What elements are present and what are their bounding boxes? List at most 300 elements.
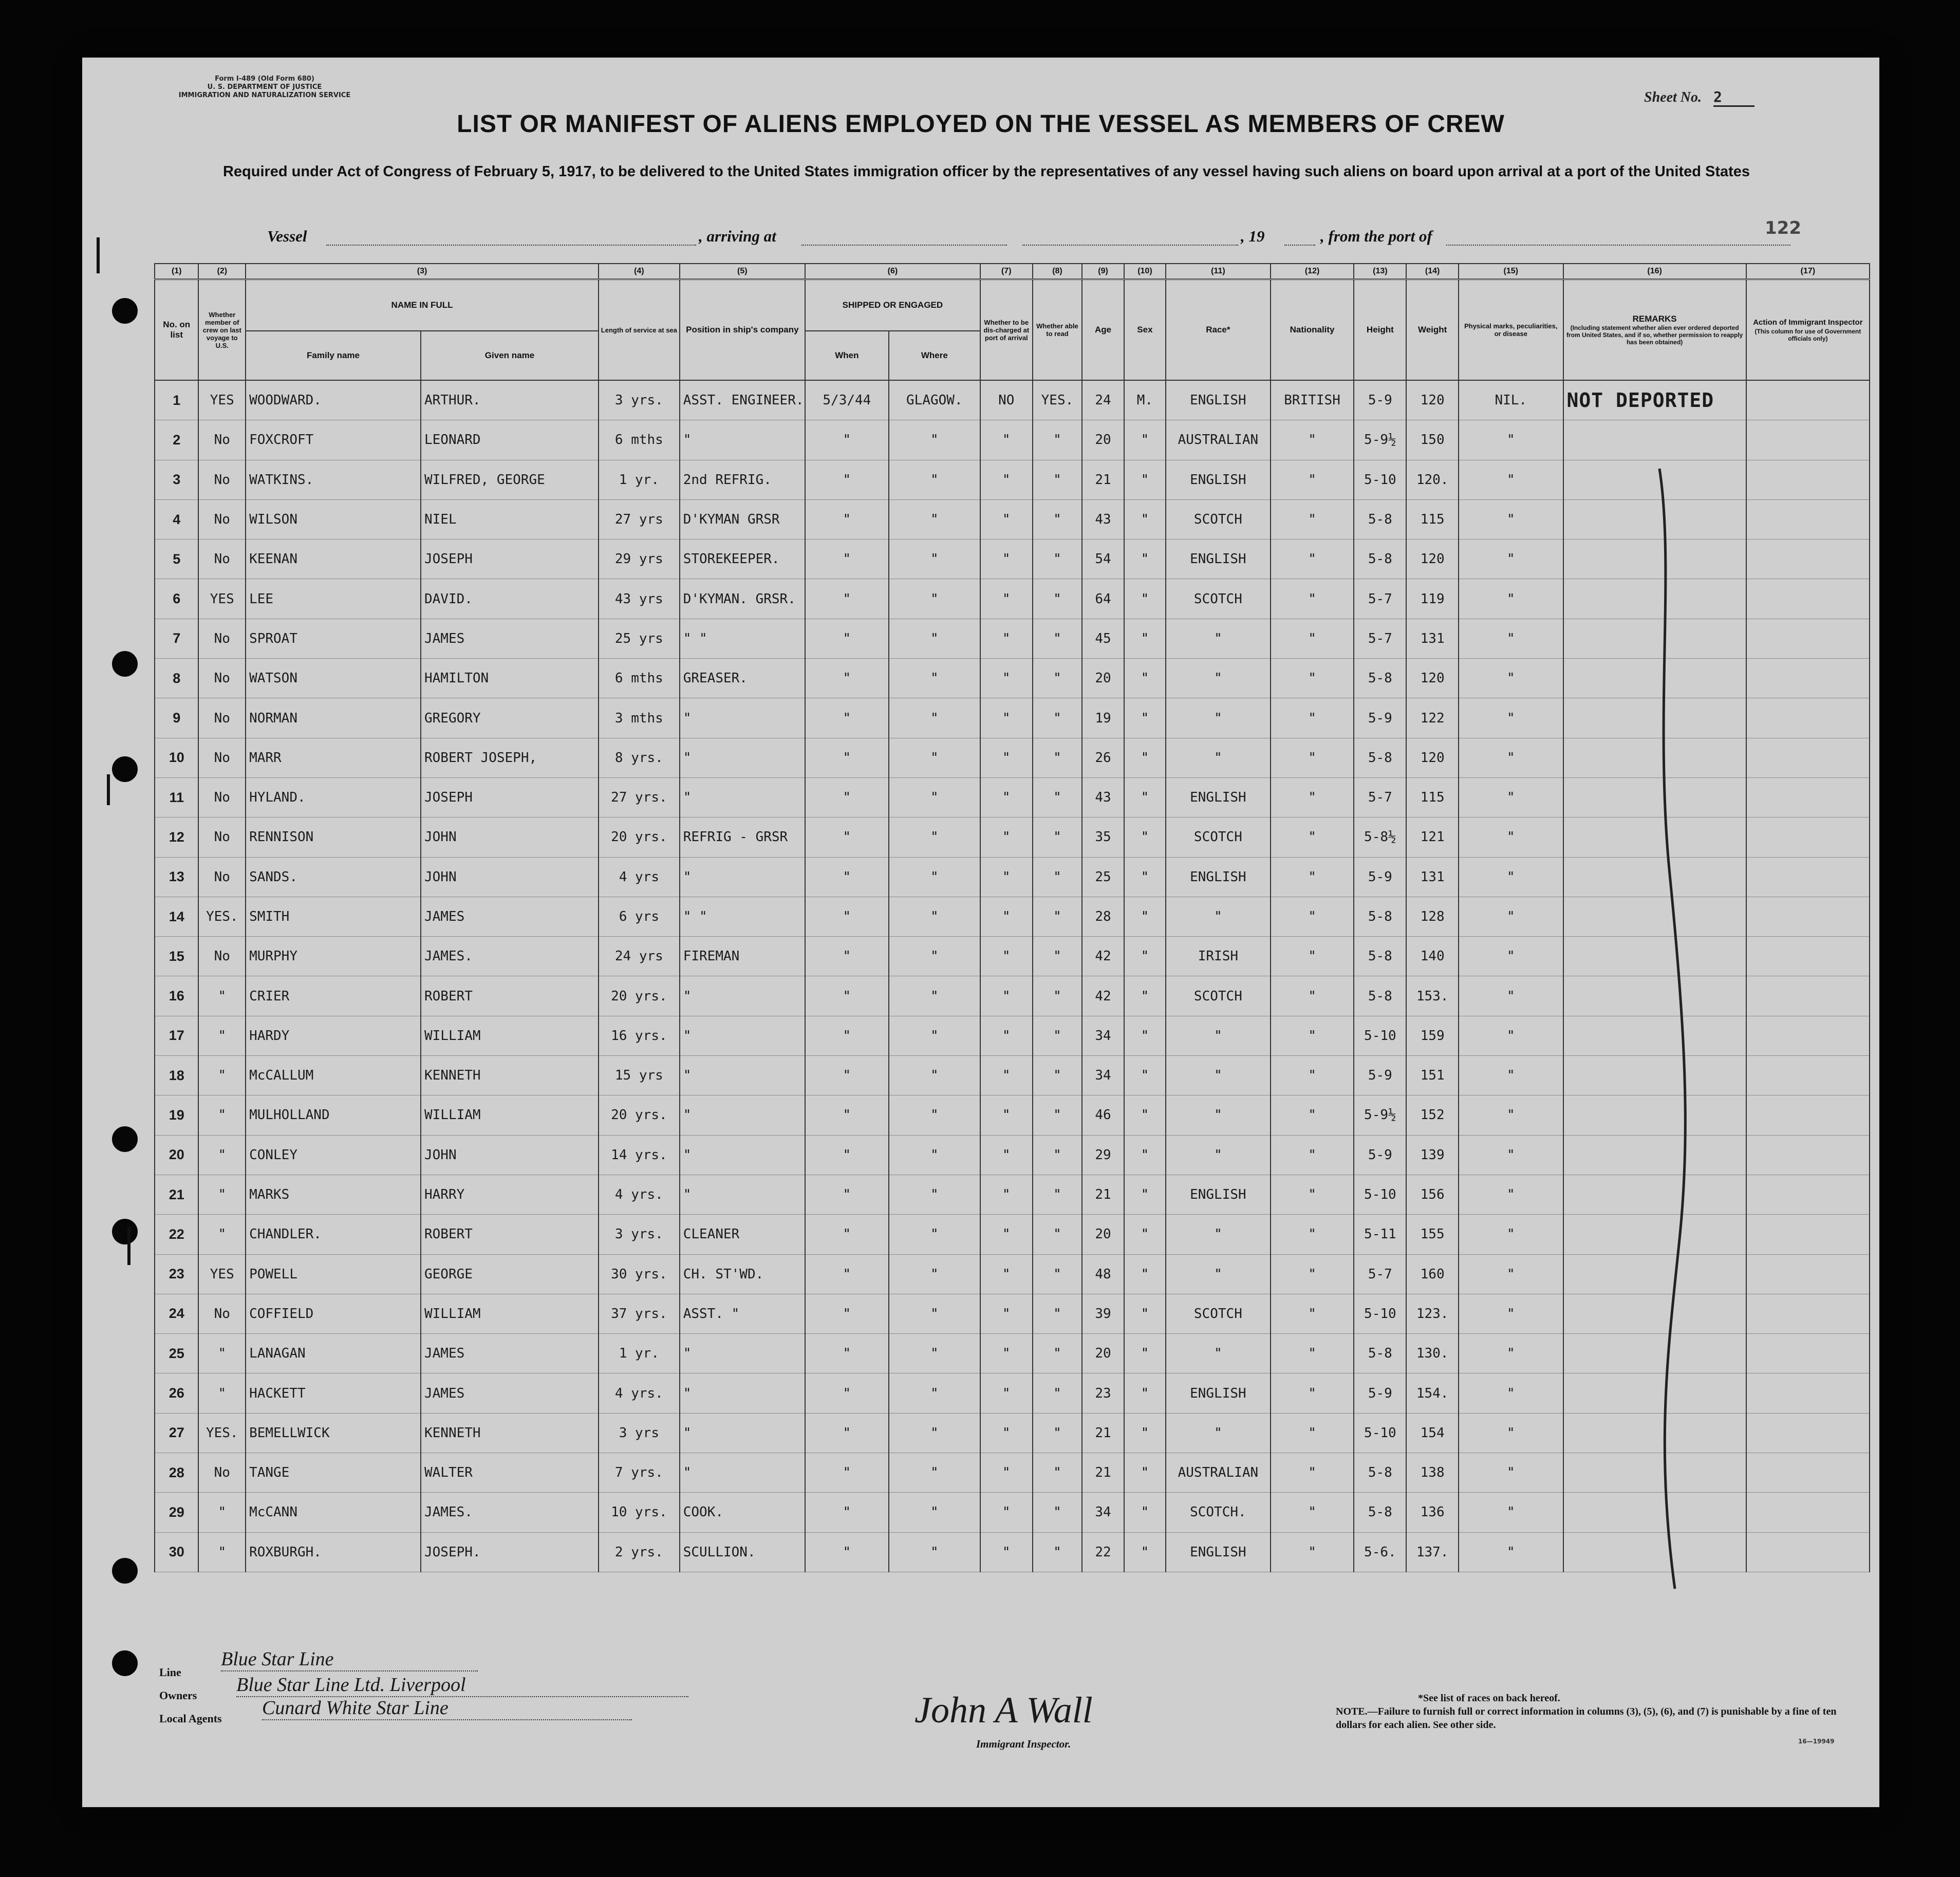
race-cell: " [1166, 1413, 1271, 1453]
age-cell: 23 [1082, 1373, 1124, 1413]
sex-cell: " [1124, 1334, 1166, 1373]
row-number: 27 [155, 1413, 198, 1453]
row-number: 18 [155, 1056, 198, 1095]
physical-marks-cell: " [1459, 1532, 1563, 1572]
discharged-cell: " [980, 499, 1033, 539]
position-cell: REFRIG - GRSR [680, 817, 805, 857]
position-cell: " [680, 1135, 805, 1175]
given-name-cell: WILLIAM [421, 1095, 599, 1135]
able-to-read-cell: " [1033, 976, 1082, 1016]
when-cell: " [805, 1254, 889, 1294]
family-name-cell: MARR [246, 738, 421, 777]
able-to-read-cell: " [1033, 1254, 1082, 1294]
last-voyage-cell: YES. [198, 897, 246, 936]
col-num: (10) [1124, 264, 1166, 280]
family-name-cell: NORMAN [246, 698, 421, 738]
sex-cell: " [1124, 460, 1166, 499]
last-voyage-cell: No [198, 698, 246, 738]
height-cell: 5-9 [1354, 698, 1406, 738]
age-cell: 34 [1082, 1056, 1124, 1095]
where-cell: " [889, 1453, 980, 1493]
physical-marks-cell: " [1459, 698, 1563, 738]
race-cell: SCOTCH [1166, 1294, 1271, 1333]
when-cell: " [805, 976, 889, 1016]
able-to-read-cell: " [1033, 1056, 1082, 1095]
service-length-cell: 43 yrs [599, 579, 680, 619]
service-length-cell: 27 yrs. [599, 777, 680, 817]
sex-cell: " [1124, 619, 1166, 658]
age-cell: 35 [1082, 817, 1124, 857]
col-num: (3) [246, 264, 599, 280]
date-blank [1022, 245, 1238, 246]
sex-cell: " [1124, 499, 1166, 539]
sex-cell: " [1124, 540, 1166, 579]
agents-label: Local Agents [159, 1712, 222, 1725]
given-name-cell: ROBERT JOSEPH, [421, 738, 599, 777]
position-cell: " [680, 698, 805, 738]
table-row [155, 897, 1870, 936]
physical-marks-cell: " [1459, 1254, 1563, 1294]
height-cell: 5-10 [1354, 1175, 1406, 1214]
service-length-cell: 25 yrs [599, 619, 680, 658]
last-voyage-cell: No [198, 817, 246, 857]
weight-cell: 120 [1406, 540, 1459, 579]
age-cell: 22 [1082, 1532, 1124, 1572]
punch-hole [112, 1126, 138, 1152]
discharged-cell: " [980, 976, 1033, 1016]
sex-cell: " [1124, 897, 1166, 936]
header-weight: Weight [1406, 280, 1459, 381]
year-blank [1284, 245, 1315, 246]
service-length-cell: 15 yrs [599, 1056, 680, 1095]
service-length-cell: 6 mths [599, 420, 680, 460]
able-to-read-cell: " [1033, 499, 1082, 539]
discharged-cell: " [980, 1532, 1033, 1572]
weight-cell: 120. [1406, 460, 1459, 499]
row-number: 12 [155, 817, 198, 857]
position-cell: " " [680, 897, 805, 936]
position-cell: D'KYMAN. GRSR. [680, 579, 805, 619]
where-cell: " [889, 738, 980, 777]
race-cell: ENGLISH [1166, 380, 1271, 420]
position-cell: D'KYMAN GRSR [680, 499, 805, 539]
where-cell: " [889, 1294, 980, 1333]
table-row [155, 1453, 1870, 1493]
discharged-cell: " [980, 1135, 1033, 1175]
age-cell: 25 [1082, 857, 1124, 897]
header-able-to-read: Whether able to read [1033, 280, 1082, 381]
able-to-read-cell: " [1033, 937, 1082, 976]
weight-cell: 128 [1406, 897, 1459, 936]
position-cell: " [680, 976, 805, 1016]
physical-marks-cell: " [1459, 1453, 1563, 1493]
given-name-cell: NIEL [421, 499, 599, 539]
sheet-number-value: 2 [1713, 88, 1754, 107]
position-cell: ASST. ENGINEER. [680, 380, 805, 420]
nationality-cell: " [1271, 777, 1354, 817]
action-cell [1746, 817, 1870, 857]
height-cell: 5-9½ [1354, 1095, 1406, 1135]
family-name-cell: HACKETT [246, 1373, 421, 1413]
col-num: (12) [1271, 264, 1354, 280]
service-length-cell: 1 yr. [599, 460, 680, 499]
given-name-cell: GEORGE [421, 1254, 599, 1294]
given-name-cell: WILLIAM [421, 1016, 599, 1055]
age-cell: 42 [1082, 976, 1124, 1016]
row-number: 23 [155, 1254, 198, 1294]
sex-cell: " [1124, 976, 1166, 1016]
row-number: 15 [155, 937, 198, 976]
family-name-cell: MULHOLLAND [246, 1095, 421, 1135]
when-cell: " [805, 619, 889, 658]
able-to-read-cell: " [1033, 1294, 1082, 1333]
sex-cell: " [1124, 1294, 1166, 1333]
last-voyage-cell: " [198, 976, 246, 1016]
weight-cell: 130. [1406, 1334, 1459, 1373]
physical-marks-cell: " [1459, 1095, 1563, 1135]
discharged-cell: " [980, 1493, 1033, 1532]
action-cell [1746, 1532, 1870, 1572]
sex-cell: " [1124, 738, 1166, 777]
where-cell: " [889, 937, 980, 976]
last-voyage-cell: No [198, 659, 246, 698]
header-nationality: Nationality [1271, 280, 1354, 381]
race-cell: ENGLISH [1166, 540, 1271, 579]
weight-cell: 139 [1406, 1135, 1459, 1175]
age-cell: 43 [1082, 777, 1124, 817]
when-cell: " [805, 1373, 889, 1413]
race-cell: " [1166, 1135, 1271, 1175]
row-number: 24 [155, 1294, 198, 1333]
position-cell: CLEANER [680, 1215, 805, 1254]
service-length-cell: 1 yr. [599, 1334, 680, 1373]
sex-cell: " [1124, 579, 1166, 619]
sex-cell: " [1124, 420, 1166, 460]
age-cell: 20 [1082, 659, 1124, 698]
family-name-cell: LANAGAN [246, 1334, 421, 1373]
page-title: LIST OR MANIFEST OF ALIENS EMPLOYED ON THE VESSEL AS MEMBERS OF CREW [457, 110, 1505, 138]
discharged-cell: " [980, 1095, 1033, 1135]
where-cell: " [889, 857, 980, 897]
family-name-cell: COFFIELD [246, 1294, 421, 1333]
when-cell: " [805, 1135, 889, 1175]
age-cell: 21 [1082, 1413, 1124, 1453]
family-name-cell: MARKS [246, 1175, 421, 1214]
able-to-read-cell: " [1033, 1016, 1082, 1055]
header-name-in-full: NAME IN FULL [246, 280, 599, 331]
able-to-read-cell: " [1033, 1532, 1082, 1572]
given-name-cell: JAMES [421, 1334, 599, 1373]
last-voyage-cell: " [198, 1056, 246, 1095]
row-number: 29 [155, 1493, 198, 1532]
position-cell: SCULLION. [680, 1532, 805, 1572]
action-cell [1746, 1334, 1870, 1373]
row-number: 17 [155, 1016, 198, 1055]
header-member-last-voyage: Whether member of crew on last voyage to U.S. [198, 280, 246, 381]
header-row-1 [155, 280, 1870, 331]
physical-marks-cell: " [1459, 1493, 1563, 1532]
action-cell [1746, 976, 1870, 1016]
col-num: (7) [980, 264, 1033, 280]
table-row [155, 499, 1870, 539]
manifest-sheet [82, 58, 1879, 1807]
nationality-cell: " [1271, 1056, 1354, 1095]
remarks-note: (Including statement whether alien ever ordered deported from United States, and if so, whether permission to reapply has been obtained) [1566, 324, 1743, 346]
position-cell: " [680, 1413, 805, 1453]
able-to-read-cell: " [1033, 1135, 1082, 1175]
age-cell: 48 [1082, 1254, 1124, 1294]
weight-cell: 136 [1406, 1493, 1459, 1532]
age-cell: 39 [1082, 1294, 1124, 1333]
able-to-read-cell: " [1033, 460, 1082, 499]
race-cell: " [1166, 698, 1271, 738]
where-cell: " [889, 1056, 980, 1095]
service-length-cell: 20 yrs. [599, 1095, 680, 1135]
age-cell: 21 [1082, 1175, 1124, 1214]
race-cell: AUSTRALIAN [1166, 420, 1271, 460]
when-cell: " [805, 1175, 889, 1214]
table-row [155, 817, 1870, 857]
col-num: (6) [805, 264, 980, 280]
age-cell: 46 [1082, 1095, 1124, 1135]
family-name-cell: TANGE [246, 1453, 421, 1493]
sex-cell: " [1124, 1215, 1166, 1254]
action-cell [1746, 499, 1870, 539]
last-voyage-cell: YES [198, 380, 246, 420]
nationality-cell: " [1271, 1175, 1354, 1214]
height-cell: 5-9 [1354, 857, 1406, 897]
action-cell [1746, 1493, 1870, 1532]
able-to-read-cell: " [1033, 897, 1082, 936]
table-row [155, 540, 1870, 579]
header-discharged: Whether to be dis-charged at port of arrival [980, 280, 1033, 381]
nationality-cell: " [1271, 698, 1354, 738]
age-cell: 29 [1082, 1135, 1124, 1175]
physical-marks-cell: " [1459, 420, 1563, 460]
nationality-cell: " [1271, 420, 1354, 460]
given-name-cell: ROBERT [421, 1215, 599, 1254]
when-cell: " [805, 1453, 889, 1493]
given-name-cell: JAMES [421, 1373, 599, 1413]
physical-marks-cell: " [1459, 659, 1563, 698]
col-num: (16) [1563, 264, 1746, 280]
table-row [155, 1493, 1870, 1532]
discharged-cell: " [980, 738, 1033, 777]
where-cell: " [889, 579, 980, 619]
col-num: (5) [680, 264, 805, 280]
inspector-signature [909, 1681, 1207, 1738]
where-cell: " [889, 1532, 980, 1572]
row-number: 16 [155, 976, 198, 1016]
nationality-cell: " [1271, 738, 1354, 777]
sex-cell: " [1124, 1413, 1166, 1453]
crew-table [154, 263, 1870, 1572]
row-number: 9 [155, 698, 198, 738]
vessel-label: Vessel [267, 227, 307, 245]
last-voyage-cell: " [198, 1373, 246, 1413]
col-num: (14) [1406, 264, 1459, 280]
discharged-cell: " [980, 857, 1033, 897]
arriving-label: , arriving at [699, 227, 776, 245]
signature-text: John A Wall [914, 1689, 1093, 1731]
height-cell: 5-8 [1354, 937, 1406, 976]
when-cell: " [805, 738, 889, 777]
service-length-cell: 24 yrs [599, 937, 680, 976]
height-cell: 5-10 [1354, 1016, 1406, 1055]
age-cell: 20 [1082, 1334, 1124, 1373]
action-title: Action of Immigrant Inspector [1753, 318, 1863, 327]
from-port-label: , from the port of [1320, 227, 1432, 245]
row-number: 19 [155, 1095, 198, 1135]
line-label: Line [159, 1666, 181, 1679]
last-voyage-cell: No [198, 937, 246, 976]
row-number: 30 [155, 1532, 198, 1572]
table-row [155, 1254, 1870, 1294]
weight-cell: 122 [1406, 698, 1459, 738]
race-cell: " [1166, 1215, 1271, 1254]
row-number: 2 [155, 420, 198, 460]
footer-notes [1336, 1692, 1839, 1732]
given-name-cell: ARTHUR. [421, 380, 599, 420]
sex-cell: " [1124, 1016, 1166, 1055]
weight-cell: 140 [1406, 937, 1459, 976]
nationality-cell: " [1271, 937, 1354, 976]
race-cell: ENGLISH [1166, 777, 1271, 817]
age-cell: 20 [1082, 1215, 1124, 1254]
given-name-cell: JOHN [421, 857, 599, 897]
family-name-cell: WATKINS. [246, 460, 421, 499]
given-name-cell: JAMES. [421, 1493, 599, 1532]
where-cell: " [889, 1215, 980, 1254]
race-cell: ENGLISH [1166, 1175, 1271, 1214]
nationality-cell: BRITISH [1271, 380, 1354, 420]
when-cell: " [805, 659, 889, 698]
able-to-read-cell: " [1033, 659, 1082, 698]
table-row [155, 1413, 1870, 1453]
height-cell: 5-9 [1354, 1135, 1406, 1175]
table-row [155, 1373, 1870, 1413]
action-cell [1746, 1135, 1870, 1175]
sex-cell: " [1124, 1532, 1166, 1572]
row-number: 20 [155, 1135, 198, 1175]
discharged-cell: " [980, 1334, 1033, 1373]
position-cell: " [680, 1056, 805, 1095]
remarks-cell [1563, 420, 1746, 460]
height-cell: 5-11 [1354, 1215, 1406, 1254]
weight-cell: 120 [1406, 380, 1459, 420]
where-cell: " [889, 1334, 980, 1373]
position-cell: " [680, 1175, 805, 1214]
table-row [155, 1135, 1870, 1175]
nationality-cell: " [1271, 1254, 1354, 1294]
sex-cell: " [1124, 937, 1166, 976]
physical-marks-cell: " [1459, 1215, 1563, 1254]
header-age: Age [1082, 280, 1124, 381]
where-cell: " [889, 659, 980, 698]
when-cell: " [805, 777, 889, 817]
where-cell: " [889, 1095, 980, 1135]
height-cell: 5-7 [1354, 777, 1406, 817]
able-to-read-cell: " [1033, 1095, 1082, 1135]
owners-value: Blue Star Line Ltd. Liverpool [236, 1674, 688, 1697]
able-to-read-cell: " [1033, 777, 1082, 817]
age-cell: 34 [1082, 1016, 1124, 1055]
when-cell: " [805, 1493, 889, 1532]
nationality-cell: " [1271, 1413, 1354, 1453]
sex-cell: " [1124, 698, 1166, 738]
given-name-cell: KENNETH [421, 1413, 599, 1453]
service-length-cell: 27 yrs [599, 499, 680, 539]
remarks-title: REMARKS [1632, 314, 1677, 324]
family-name-cell: WILSON [246, 499, 421, 539]
action-cell [1746, 420, 1870, 460]
weight-cell: 115 [1406, 499, 1459, 539]
nationality-cell: " [1271, 540, 1354, 579]
sex-cell: " [1124, 1373, 1166, 1413]
action-cell [1746, 1215, 1870, 1254]
action-cell [1746, 698, 1870, 738]
sex-cell: " [1124, 1095, 1166, 1135]
table-row [155, 777, 1870, 817]
given-name-cell: JAMES. [421, 937, 599, 976]
last-voyage-cell: " [198, 1095, 246, 1135]
last-voyage-cell: No [198, 1294, 246, 1333]
race-cell: " [1166, 1016, 1271, 1055]
service-length-cell: 4 yrs. [599, 1373, 680, 1413]
race-cell: ENGLISH [1166, 1532, 1271, 1572]
sex-cell: " [1124, 1056, 1166, 1095]
race-cell: ENGLISH [1166, 460, 1271, 499]
where-cell: " [889, 1413, 980, 1453]
row-number: 7 [155, 619, 198, 658]
discharged-cell: " [980, 1215, 1033, 1254]
where-cell: GLAGOW. [889, 380, 980, 420]
row-number: 1 [155, 380, 198, 420]
header-height: Height [1354, 280, 1406, 381]
last-voyage-cell: YES [198, 579, 246, 619]
last-voyage-cell: " [198, 1532, 246, 1572]
table-row [155, 619, 1870, 658]
race-cell: SCOTCH [1166, 976, 1271, 1016]
age-cell: 34 [1082, 1493, 1124, 1532]
service-length-cell: 4 yrs [599, 857, 680, 897]
row-number: 6 [155, 579, 198, 619]
punch-hole [112, 298, 138, 324]
punch-hole [112, 1650, 138, 1676]
when-cell: " [805, 1294, 889, 1333]
when-cell: " [805, 698, 889, 738]
punch-hole [112, 1219, 138, 1244]
able-to-read-cell: " [1033, 857, 1082, 897]
race-cell: " [1166, 659, 1271, 698]
action-cell [1746, 1453, 1870, 1493]
col-num: (15) [1459, 264, 1563, 280]
header-given-name: Given name [421, 331, 599, 380]
when-cell: " [805, 499, 889, 539]
last-voyage-cell: " [198, 1334, 246, 1373]
position-cell: " [680, 1095, 805, 1135]
vessel-line [82, 227, 1879, 253]
age-cell: 19 [1082, 698, 1124, 738]
table-row [155, 460, 1870, 499]
physical-marks-cell: " [1459, 1175, 1563, 1214]
header-physical-marks: Physical marks, peculiarities, or disease [1459, 280, 1563, 381]
weight-cell: 121 [1406, 817, 1459, 857]
where-cell: " [889, 1373, 980, 1413]
last-voyage-cell: " [198, 1135, 246, 1175]
nationality-cell: " [1271, 1493, 1354, 1532]
physical-marks-cell: " [1459, 738, 1563, 777]
